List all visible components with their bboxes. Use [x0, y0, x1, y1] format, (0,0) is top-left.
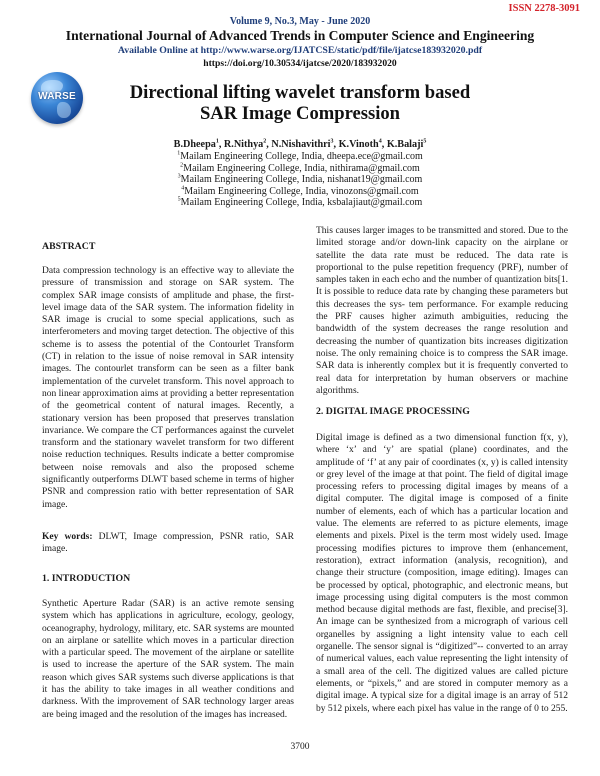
author-list: B.Dheepa$^1$, R.Nithya$^2$, N.Nishavithri$^3$, K.Vinoth$^4$, K.Balaji$^5$: [173, 138, 427, 150]
paper-title: [0, 82, 600, 124]
title-line-1: Directional lifting wavelet transform based: [129, 82, 471, 103]
affil-sup: 1: [177, 150, 181, 157]
introduction-text: Synthetic Aperture Radar (SAR) is an active remote sensing system which has applications in agriculture, ecology, geology, oceanography, hydrology, military, etc. SAR systems are mounted on an airplane or satellite which moves in a particular direction with a particular speed. The movement of the airplane or satellite is used to increase the aperture of the SAR system. The main reason which gives SAR systems such diverse applications is that it has the ability to take images in all weather conditions and darkness. With the improvement of SAR technology larger areas are being imaged and the resolution of the images has increased.: [42, 599, 294, 720]
author-name: R.Nithya: [223, 139, 264, 150]
affil-sup: 4: [181, 185, 185, 192]
keywords-text: DLWT, Image compression, PSNR ratio, SAR image.: [42, 532, 295, 555]
issn-label: ISSN 2278-3091: [508, 3, 580, 14]
author-name: N.Nishavithri: [271, 139, 331, 150]
affil-text: Mailam Engineering College, India, nithirama@gmail.com: [183, 162, 420, 174]
volume-info: Volume 9, No.3, May - June 2020: [229, 16, 371, 27]
title-line-2: SAR Image Compression: [199, 103, 401, 124]
affil-text: Mailam Engineering College, India, ksbalajiaut@gmail.com: [180, 197, 423, 209]
doi-link[interactable]: https://doi.org/10.30534/ijatcse/2020/183932020: [203, 58, 397, 69]
author-name: B.Dheepa: [173, 139, 216, 150]
affil-sup: 2: [180, 162, 184, 169]
affiliation: [0, 174, 600, 186]
affil-text: Mailam Engineering College, India, nishanat19@gmail.com: [180, 174, 423, 186]
affil-text: Mailam Engineering College, India, dheepa.ece@gmail.com: [180, 151, 423, 162]
keywords-label: Key words:: [42, 532, 93, 542]
introduction-continued-text: This causes larger images to be transmitted and stored. Due to the limited storage and/or down-link capacity on the airplane or satellite the data rate must be reduced. The data rate is proportional to the pulse repetition frequency (PRF), number of samples taken in each echo and the number of quantization bits[1. It is possible to reduce data rate by changing these parameters but this decreases the sys- tem performance. For example reducing the PRF causes higher azimuth ambiguities, reducing the bandwidth of the system decreases the range resolution and decreasing the number of quantization bits increases digitization noise. The only remaining choice is to compress the SAR image. SAR data is inherently complex but it is frequently converted to real data for interpretation by human observers or machine algorithms.: [316, 226, 568, 396]
keywords: [42, 531, 294, 556]
abstract-heading: ABSTRACT: [42, 241, 96, 252]
affil-sup: 5: [177, 197, 181, 204]
author-sup: 5: [423, 138, 427, 145]
page-number: 3700: [290, 742, 310, 752]
introduction-heading: 1. INTRODUCTION: [42, 573, 131, 584]
affiliation: [0, 197, 600, 209]
affil-text: Mailam Engineering College, India, vinozons@gmail.com: [184, 185, 419, 197]
logo-text: WARSE: [38, 91, 76, 102]
affiliation: [0, 163, 600, 175]
author-sup: 1: [215, 138, 219, 145]
section-2-heading: 2. DIGITAL IMAGE PROCESSING: [316, 406, 470, 417]
available-online-link[interactable]: Available Online at http://www.warse.org/IJATCSE/static/pdf/file/ijatcse183932020.pdf: [117, 45, 483, 56]
author-sup: 4: [378, 138, 382, 145]
author-name: K.Vinoth: [338, 139, 379, 150]
affil-sup: 3: [177, 173, 181, 180]
affiliation: [0, 151, 600, 163]
journal-name: International Journal of Advanced Trends in Computer Science and Engineering: [65, 28, 535, 43]
abstract-text: Data compression technology is an effective way to alleviate the pressure of transmission and storage on SAR system. The complex SAR image consists of amplitude and phase, the first-level image data of the SAR system. The information fidelity in SAR image is crucial to some special applications, such as interferometers and moving target detection. The objective of this scheme is to assess the potential of the Contourlet Transform (CT) in relation to the issue of noise removal in SAR intensity images. The contourlet transform can be seen as a filter bank implementation of the curvelet transform. This novel approach to non linear approximation aims at providing a better representation of the geometrical content of natural images. Recently, a stationary version has been proposed that preserves translation invariance. We compare the CT performances against the curvelet transform and the stationary wavelet transform for two different noise reduction techniques. Results indicate a better compromise between noise removals and also the proposed scheme significantly outperforms DLWT based scheme in terms of higher PSNR and compression ratio with better representation of SAR image.: [42, 266, 294, 510]
author-sup: 3: [330, 138, 334, 145]
affiliation: [0, 186, 600, 198]
section-2-text: Digital image is defined as a two dimensional function f(x, y), where ‘x’ and ‘y’ are spatial (plane) coordinates, and the amplitude of ‘f’ at any pair of coordinates (x, y) is called intensity or grey level of the image at that point. The field of digital image processing refers to processing digital images by means of a digital computer. The digital image is composed of a finite number of elements, each of which has a particular location and value. The elements are referred to as picture elements, image elements and pixels. Pixel is the term most widely used. Image processing modifies pictures to improve them (enhancement, restoration), extract information (analysis, recognition), and change their structure (composition, image editing). Images can be processed by optical, photographic, and electronic means, but image processing using digital computers is the most common method because digital methods are fast, flexible, and precise[3]. An image can be synthesized from a micrograph of various cell organelles by assigning a light intensity value to each cell organelle. The sensor signal is “digitized”-- converted to an array of numerical values, each value representing the light intensity of a small area of the cell. The digitized values are called picture elements, or “pixels,” and are stored in computer memory as a digital image. A typical size for a digital image is an array of 512 by 512 pixels, where each pixel has value in the range of 0 to 255.: [316, 433, 568, 714]
author-name: K.Balaji: [386, 139, 424, 150]
author-sup: 2: [263, 138, 267, 145]
affiliation-list: [0, 151, 600, 209]
